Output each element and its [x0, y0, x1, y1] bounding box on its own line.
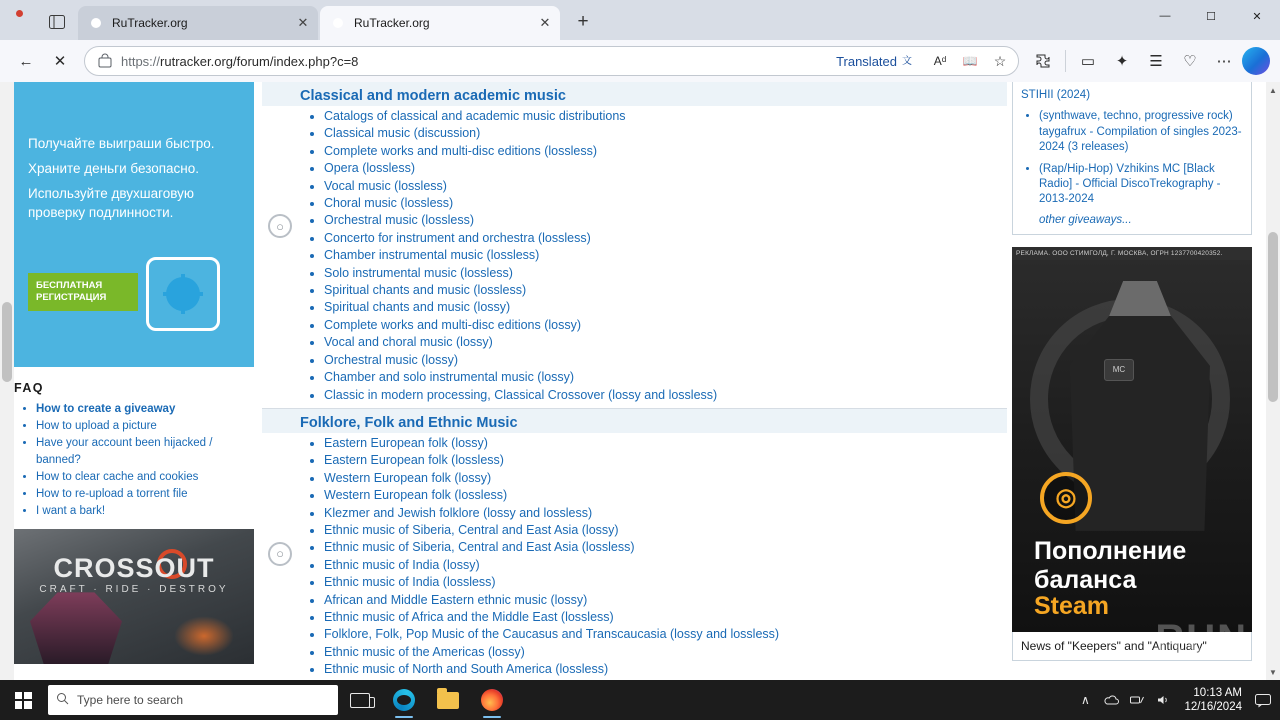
forum-link[interactable]: Spiritual chants and music (lossless) [324, 283, 527, 298]
browser-essentials-icon[interactable]: ♡ [1183, 53, 1197, 70]
faq-link[interactable]: How to clear cache and cookies [36, 470, 199, 483]
copilot-icon[interactable] [1242, 47, 1270, 75]
start-button[interactable] [0, 680, 46, 720]
window-status-dot [16, 10, 34, 20]
promo-line-3: Используйте двухшаговую проверку подлинности. [28, 186, 194, 220]
list-item[interactable] [324, 557, 1007, 574]
left-sidebar [14, 82, 254, 680]
list-item[interactable] [1039, 109, 1243, 155]
list-item[interactable] [36, 503, 254, 519]
page-viewport [0, 82, 1280, 680]
forum-link[interactable]: Classic in modern processing, Classical Crossover (lossy and lossless) [324, 387, 718, 402]
forum-link[interactable]: African and Middle Eastern ethnic music (lossy) [324, 592, 588, 607]
list-item[interactable] [324, 352, 1007, 369]
url-path: rutracker.org/forum/index.php?c=8 [160, 53, 359, 69]
system-tray [1072, 680, 1280, 720]
forum-link[interactable]: Eastern European folk (lossless) [324, 453, 504, 468]
right-sidebar [1012, 82, 1252, 680]
list-item[interactable] [324, 143, 1007, 160]
list-item[interactable] [36, 401, 254, 417]
left-panel-scrollbar[interactable] [0, 82, 14, 680]
forum-link[interactable]: Complete works and multi-disc editions (lossy) [324, 317, 582, 332]
collections-icon[interactable]: ✦ [1115, 53, 1129, 70]
crossout-ad[interactable] [14, 529, 254, 664]
news-link[interactable]: (Rap/Hip-Hop) Vzhikins MC [Black Radio] - Official DiscoTrekography - 2013-2024 [1039, 162, 1221, 206]
forum-link[interactable]: Ethnic music of North and South America (lossless) [324, 662, 609, 677]
forum-link[interactable]: Solo instrumental music (lossless) [324, 265, 513, 280]
ad-caption[interactable]: News of "Keepers" and "Antiquary" [1012, 632, 1252, 661]
maximize-button[interactable]: ☐ [1206, 10, 1216, 23]
promo-register-button[interactable]: БЕСПЛАТНАЯ РЕГИСТРАЦИЯ [28, 273, 138, 311]
list-item[interactable] [324, 369, 1007, 386]
faq-link[interactable]: I want a bark! [36, 505, 106, 518]
forum-link[interactable]: Chamber instrumental music (lossless) [324, 248, 540, 263]
ad-disclaimer: РЕКЛАМА. ООО СТИМГОЛД, Г. МОСКВА, ОГРН 1237700420352. [1012, 247, 1252, 260]
tab-title: RuTracker.org [112, 16, 188, 30]
windows-taskbar [0, 680, 1280, 720]
list-item[interactable] [324, 505, 1007, 522]
list-item[interactable] [324, 626, 1007, 643]
tab-rutracker-2[interactable] [320, 6, 560, 40]
list-item[interactable] [324, 178, 1007, 195]
translate-indicator[interactable] [832, 53, 922, 70]
list-item[interactable] [324, 435, 1007, 452]
list-item[interactable] [324, 539, 1007, 556]
window-controls [1142, 0, 1280, 32]
url-scheme: https:// [121, 53, 161, 69]
list-item[interactable] [324, 195, 1007, 212]
forum-link[interactable]: Vocal and choral music (lossy) [324, 335, 493, 350]
toolbar-divider [1065, 50, 1066, 72]
browser-toolbar [0, 40, 1280, 82]
add-favorite-icon[interactable]: ☆ [993, 52, 1007, 69]
promo-line-2: Храните деньги безопасно. [28, 161, 200, 176]
search-icon [56, 692, 69, 708]
list-item[interactable] [324, 592, 1007, 609]
tab-rutracker-1[interactable] [78, 6, 318, 40]
url-text [121, 54, 826, 69]
forum-link[interactable]: Ethnic music of the Americas (lossy) [324, 644, 525, 659]
list-item[interactable] [324, 574, 1007, 591]
more-giveaways-link[interactable]: other giveaways... [1039, 213, 1132, 226]
list-item[interactable] [324, 522, 1007, 539]
rutracker-icon [330, 15, 346, 31]
forum-link[interactable]: Ethnic music of Siberia, Central and East Asia (lossless) [324, 540, 635, 555]
search-input[interactable] [48, 685, 338, 715]
list-item[interactable] [36, 435, 254, 467]
search-placeholder: Type here to search [77, 693, 184, 707]
list-item[interactable] [324, 230, 1007, 247]
page-scrollbar[interactable] [1266, 82, 1280, 680]
faq-link[interactable]: How to re-upload a torrent file [36, 488, 188, 501]
news-link[interactable]: (synthwave, techno, progressive rock) taygafrux - Compilation of singles 2023-2024 (3 releases) [1039, 110, 1242, 154]
faq-link[interactable]: How to create a giveaway [36, 403, 176, 415]
list-item[interactable] [36, 469, 254, 485]
address-bar[interactable] [84, 46, 1019, 76]
forum-list [262, 435, 1007, 696]
forum-link[interactable]: Choral music (lossless) [324, 196, 454, 211]
new-tab-button[interactable]: + [577, 11, 589, 32]
promo-line-1: Получайте выиграши быстро. [28, 136, 215, 151]
forum-folder-icon: ○ [268, 542, 292, 566]
tab-actions-button[interactable] [40, 7, 74, 37]
list-item[interactable] [324, 487, 1007, 504]
steam-ad-banner[interactable] [1012, 247, 1252, 632]
coin-icon: ◎ [1040, 472, 1092, 524]
forum-link[interactable]: Ethnic music of India (lossless) [324, 575, 496, 590]
faq-heading: FAQ [14, 381, 44, 395]
crossout-title: CROSSOUT [53, 553, 215, 584]
forum-link[interactable]: Complete works and multi-disc editions (lossless) [324, 143, 598, 158]
forum-link[interactable]: Klezmer and Jewish folklore (lossy and lossless) [324, 505, 593, 520]
list-item[interactable] [1021, 88, 1243, 103]
onedrive-icon[interactable] [1098, 680, 1124, 720]
list-item[interactable] [324, 452, 1007, 469]
ad-glow [174, 616, 234, 656]
scrollbar-thumb[interactable] [2, 302, 12, 382]
svg-text:文: 文 [902, 55, 912, 67]
ad-badge: MC [1104, 359, 1134, 381]
clock-date: 12/16/2024 [1184, 701, 1242, 713]
ad-headline [1034, 537, 1186, 595]
list-item[interactable] [36, 418, 254, 434]
list-item[interactable] [324, 282, 1007, 299]
faq-list [14, 401, 254, 519]
forum-categories [262, 82, 1007, 680]
forum-link[interactable]: Western European folk (lossless) [324, 488, 508, 503]
list-item[interactable] [324, 108, 1007, 125]
news-box [1012, 82, 1252, 235]
forum-link[interactable]: Opera (lossless) [324, 161, 415, 176]
forum-link[interactable]: Ethnic music of India (lossy) [324, 557, 480, 572]
list-item[interactable] [324, 212, 1007, 229]
split-screen-icon[interactable]: ▭ [1080, 53, 1096, 70]
list-item[interactable] [324, 247, 1007, 264]
translate-icon [902, 53, 918, 70]
category-classical [262, 82, 1007, 409]
extensions-icon[interactable] [1027, 45, 1059, 77]
task-view-icon[interactable] [338, 680, 382, 720]
close-icon[interactable]: ✕ [297, 15, 309, 30]
list-item[interactable] [324, 470, 1007, 487]
list-item[interactable] [324, 387, 1007, 404]
ad-line-2: баланса [1034, 565, 1137, 594]
list-item[interactable] [1039, 162, 1243, 208]
clock[interactable] [1176, 686, 1250, 714]
volume-icon[interactable] [1150, 680, 1176, 720]
ad-brand: Steam [1034, 591, 1110, 620]
forum-folder-icon: ○ [268, 214, 292, 238]
list-item[interactable] [324, 609, 1007, 626]
list-item[interactable] [324, 160, 1007, 177]
forum-link[interactable]: Ethnic music of Siberia, Central and East Asia (lossy) [324, 522, 619, 537]
ad-line-1: Пополнение [1034, 536, 1187, 565]
list-item[interactable] [324, 265, 1007, 282]
edge-taskbar-icon[interactable] [382, 680, 426, 720]
category-folklore [262, 409, 1007, 696]
network-icon[interactable] [1124, 680, 1150, 720]
list-item[interactable] [36, 486, 254, 502]
forum-link[interactable]: Ethnic music of Africa and the Middle East (lossless) [324, 609, 614, 624]
rutracker-forum-page [0, 82, 1266, 680]
scroll-down-icon[interactable]: ▼ [1269, 667, 1277, 677]
watermark-text: RUN [1155, 617, 1248, 661]
close-icon[interactable]: ✕ [539, 15, 551, 30]
tab-title: RuTracker.org [354, 16, 430, 30]
rutracker-icon [88, 15, 104, 31]
settings-more-icon[interactable]: ⋯ [1216, 53, 1232, 70]
scrollbar-thumb[interactable] [1268, 232, 1278, 402]
promo-text [28, 134, 240, 222]
forum-link[interactable]: Catalogs of classical and academic music distributions [324, 109, 626, 123]
list-item[interactable] [324, 334, 1007, 351]
forum-link[interactable]: Chamber and solo instrumental music (lossy) [324, 370, 575, 385]
news-link[interactable]: STIHII (2024) [1021, 89, 1091, 101]
firefox-taskbar-icon[interactable] [470, 680, 514, 720]
read-aloud-icon[interactable]: Aᵈ [933, 54, 947, 68]
favorites-icon[interactable]: ☰ [1149, 53, 1163, 70]
notifications-icon[interactable] [1250, 680, 1276, 720]
news-list [1021, 88, 1243, 208]
forum-list [262, 108, 1007, 404]
category-title[interactable]: Classical and modern academic music [262, 82, 1007, 106]
forum-link[interactable]: Orchestral music (lossless) [324, 213, 475, 228]
forum-link[interactable]: Western European folk (lossy) [324, 470, 492, 485]
show-hidden-icons[interactable]: ∧ [1081, 693, 1090, 707]
forum-link[interactable]: Concerto for instrument and orchestra (lossless) [324, 230, 591, 245]
scroll-up-icon[interactable]: ▲ [1269, 85, 1277, 95]
forum-link[interactable]: Eastern European folk (lossy) [324, 435, 488, 450]
crossout-tagline: CRAFT · RIDE · DESTROY [39, 584, 229, 596]
tab-strip [0, 0, 1280, 40]
list-item[interactable] [324, 644, 1007, 661]
forum-link[interactable]: Classical music (discussion) [324, 126, 481, 141]
category-title[interactable]: Folklore, Folk and Ethnic Music [262, 409, 1007, 433]
list-item[interactable] [324, 317, 1007, 334]
list-item[interactable] [324, 299, 1007, 316]
close-window-button[interactable]: ✕ [1252, 10, 1262, 23]
immersive-reader-icon[interactable]: 📖 [962, 54, 978, 68]
forum-link[interactable]: Spiritual chants and music (lossy) [324, 300, 511, 315]
file-explorer-icon[interactable] [426, 680, 470, 720]
forum-link[interactable]: Orchestral music (lossy) [324, 352, 459, 367]
list-item[interactable] [324, 125, 1007, 142]
list-item[interactable] [324, 661, 1007, 678]
safe-icon [146, 257, 220, 331]
translated-label: Translated [836, 53, 897, 69]
site-info-icon[interactable] [95, 45, 115, 77]
faq-link[interactable]: How to upload a picture [36, 420, 157, 433]
windows-logo-icon [15, 692, 32, 709]
ad-character [30, 592, 122, 664]
forum-link[interactable]: Vocal music (lossless) [324, 178, 447, 193]
stop-loading-icon[interactable]: ✕ [53, 53, 67, 70]
faq-link[interactable]: Have your account been hijacked / banned? [36, 437, 213, 466]
minimize-button[interactable]: — [1159, 10, 1171, 22]
clock-time: 10:13 AM [1193, 687, 1242, 699]
promo-banner[interactable] [14, 82, 254, 367]
forum-link[interactable]: Folklore, Folk, Pop Music of the Caucasus and Transcaucasia (lossy and lossless) [324, 627, 780, 642]
back-icon[interactable]: ← [18, 52, 34, 70]
